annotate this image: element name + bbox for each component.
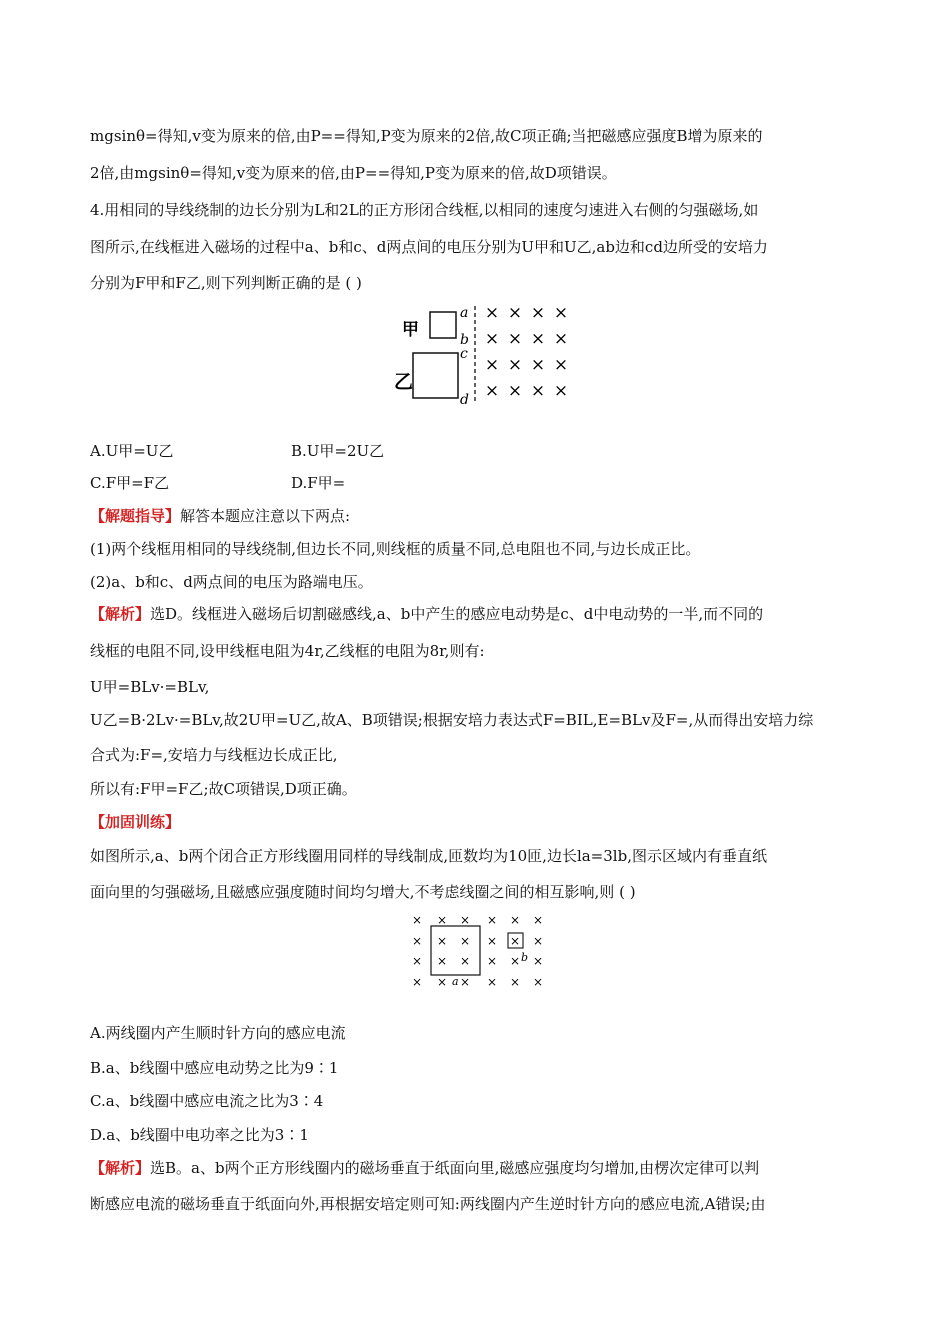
field-cross: × xyxy=(411,913,423,927)
field-cross: × xyxy=(486,954,498,968)
field-cross: × xyxy=(507,355,523,375)
guide-point-2: (2)a、b和c、d两点间的电压为路端电压。 xyxy=(90,573,373,591)
figure-two-coils-magnetic-field xyxy=(405,905,555,995)
question-4-line-3: 分别为F甲和F乙,则下列判断正确的是 ( ) xyxy=(90,274,362,292)
analysis-1-line-3: U甲=BLv·=BLv, xyxy=(90,678,210,696)
field-cross: × xyxy=(484,381,500,401)
field-cross: × xyxy=(530,303,546,323)
point-d: d xyxy=(460,392,469,408)
field-cross: × xyxy=(459,954,471,968)
field-cross: × xyxy=(553,329,569,349)
field-cross: × xyxy=(509,913,521,927)
option-2-D: D.a、b线圈中电功率之比为3∶1 xyxy=(90,1126,309,1144)
point-c: c xyxy=(460,346,468,362)
analysis-1-line-2: 线框的电阻不同,设甲线框电阻为4r,乙线框的电阻为8r,则有: xyxy=(90,642,485,660)
text-line-2: 2倍,由mgsinθ=得知,v变为原来的倍,由P==得知,P变为原来的倍,故D项错误。 xyxy=(90,164,617,182)
coil-b-label: b xyxy=(521,951,529,964)
field-cross: × xyxy=(486,913,498,927)
field-cross: × xyxy=(411,954,423,968)
field-cross: × xyxy=(436,975,448,989)
question-4-line-1: 4.用相同的导线绕制的边长分别为L和2L的正方形闭合线框,以相同的速度匀速进入右侧的匀强磁场,如 xyxy=(90,201,759,219)
field-cross: × xyxy=(553,355,569,375)
training-line-1: 如图所示,a、b两个闭合正方形线圈用同样的导线制成,匝数均为10匝,边长la=3lb,图示区域内有垂直纸 xyxy=(90,847,767,865)
field-cross: × xyxy=(436,913,448,927)
analysis-2-text: 选B。a、b两个正方形线圈内的磁场垂直于纸面向里,磁感应强度均匀增加,由楞次定律可以判 xyxy=(150,1159,760,1177)
question-4-line-2: 图所示,在线框进入磁场的过程中a、b和c、d两点间的电压分别为U甲和U乙,ab边和cd边所受的安培力 xyxy=(90,238,768,256)
coil-a-label: a xyxy=(452,975,459,988)
analysis-1-tag: 【解析】 xyxy=(90,605,151,623)
label-jia: 甲 xyxy=(402,320,419,340)
field-cross: × xyxy=(507,303,523,323)
training-heading xyxy=(90,812,180,832)
field-cross: × xyxy=(459,934,471,948)
analysis-1-line-6: 所以有:F甲=F乙;故C项错误,D项正确。 xyxy=(90,780,357,798)
field-cross: × xyxy=(530,355,546,375)
analysis-1-line-1 xyxy=(90,604,763,624)
field-cross: × xyxy=(532,913,544,927)
field-cross: × xyxy=(436,954,448,968)
guide-text: 解答本题应注意以下两点: xyxy=(180,507,351,525)
field-cross: × xyxy=(484,355,500,375)
field-cross: × xyxy=(486,934,498,948)
option-2-A: A.两线圈内产生顺时针方向的感应电流 xyxy=(90,1024,346,1042)
field-cross: × xyxy=(411,934,423,948)
option-1-B: B.U甲=2U乙 xyxy=(291,442,385,460)
text-line-1: mgsinθ=得知,v变为原来的倍,由P==得知,P变为原来的2倍,故C项正确;当把磁感应强度B增为原来的 xyxy=(90,127,763,145)
large-frame-yi xyxy=(413,353,458,398)
option-2-C: C.a、b线圈中感应电流之比为3∶4 xyxy=(90,1092,324,1110)
analysis-1-text: 选D。线框进入磁场后切割磁感线,a、b中产生的感应电动势是c、d中电动势的一半,而不同的 xyxy=(150,605,764,623)
field-cross: × xyxy=(553,381,569,401)
field-cross: × xyxy=(509,934,521,948)
field-cross: × xyxy=(459,913,471,927)
analysis-2-line-1 xyxy=(90,1158,759,1178)
field-cross: × xyxy=(436,934,448,948)
point-a: a xyxy=(460,305,469,321)
option-1-D: D.F甲= xyxy=(291,474,346,492)
field-cross: × xyxy=(530,381,546,401)
analysis-1-line-5: 合式为:F=,安培力与线框边长成正比, xyxy=(90,746,338,764)
field-cross: × xyxy=(507,329,523,349)
analysis-1-line-4: U乙=B·2Lv·=BLv,故2U甲=U乙,故A、B项错误;根据安培力表达式F=BIL,E=BLv及F=,从而得出安培力综 xyxy=(90,711,814,729)
magnetic-field-crosses xyxy=(485,303,568,401)
field-cross: × xyxy=(484,329,500,349)
field-cross: × xyxy=(486,975,498,989)
option-2-B: B.a、b线圈中感应电动势之比为9∶1 xyxy=(90,1059,339,1077)
field-cross: × xyxy=(532,975,544,989)
field-cross: × xyxy=(507,381,523,401)
option-1-C: C.F甲=F乙 xyxy=(90,474,170,492)
field-cross: × xyxy=(509,954,521,968)
field-cross: × xyxy=(553,303,569,323)
figure-square-frames-magnetic-field xyxy=(390,300,580,410)
field-cross: × xyxy=(509,975,521,989)
small-frame-jia xyxy=(430,312,456,338)
analysis-2-line-2: 断感应电流的磁场垂直于纸面向外,再根据安培定则可知:两线圈内产生逆时针方向的感应电流,A错误;由 xyxy=(90,1195,766,1213)
field-cross: × xyxy=(459,975,471,989)
field-cross: × xyxy=(484,303,500,323)
field-cross: × xyxy=(532,954,544,968)
field-cross: × xyxy=(411,975,423,989)
training-line-2: 面向里的匀强磁场,且磁感应强度随时间均匀增大,不考虑线圈之间的相互影响,则 ( ) xyxy=(90,883,636,901)
field-cross: × xyxy=(532,934,544,948)
guide-heading xyxy=(90,506,350,526)
label-yi: 乙 xyxy=(394,371,414,393)
guide-tag: 【解题指导】 xyxy=(90,507,181,525)
field-cross: × xyxy=(530,329,546,349)
analysis-2-tag: 【解析】 xyxy=(90,1159,151,1177)
option-1-A: A.U甲=U乙 xyxy=(90,442,174,460)
guide-point-1: (1)两个线框用相同的导线绕制,但边长不同,则线框的质量不同,总电阻也不同,与边长成正比。 xyxy=(90,540,701,558)
training-tag: 【加固训练】 xyxy=(90,813,181,831)
point-b: b xyxy=(460,332,469,348)
